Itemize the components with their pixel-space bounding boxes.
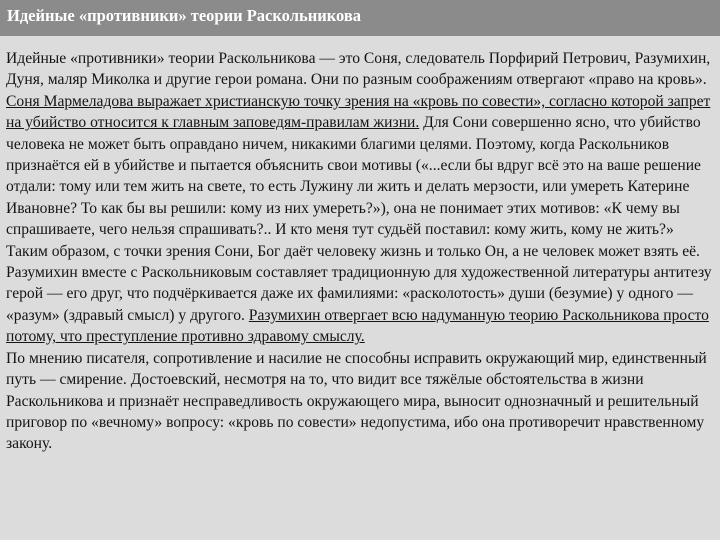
text-segment: Разумихин вместе с Раскольниковым составляет традиционную для художественной литературы антитезу герой — его друг, что подчёркивается даже их фамилиями: «расколотость» души (безумие) у одного — «разум» (здравый смысл) у другого. bbox=[6, 264, 712, 324]
paragraph-3 bbox=[6, 348, 718, 455]
text-segment: По мнению писателя, сопротивление и насилие не способны исправить окружающий мир, единственный путь — смирение. Достоевский, несмотря на то, что видит все тяжёлые обстоятельства в жизни Раскольникова и признаёт несправедливость окружающего мира, выносит однозначный и решительный приговор по «вечному» вопросу: «кровь по совести» недопустима, ибо она противоречит нравственному закону. bbox=[6, 349, 707, 453]
paragraph-1 bbox=[6, 48, 718, 262]
text-segment: Для Сони совершенно ясно, что убийство человека не может быть оправдано ничем, никакими благими целями. Поэтому, когда Раскольников признаётся ей в убийстве и пытается объяснить свои мотивы («...если бы вдруг всё это на ваше решение отдали: тому или тем жить на свете, то есть Лужину ли жить и делать мерзости, или умереть Катерине Ивановне? То как бы вы решили: кому из них умереть?»), она не понимает этих мотивов: «К чему вы спрашиваете, чего нельзя спрашивать?.. И кто меня тут судьёй поставил: кому жить, кому не жить?» Таким образом, с точки зрения Сони, Бог даёт человеку жизнь и только Он, а не человек может взять её. bbox=[6, 114, 701, 260]
title-bar bbox=[0, 0, 720, 36]
underlined-text: Разумихин отвергает всю надуманную теорию Раскольникова просто потому, что преступление противно здравому смыслу. bbox=[6, 306, 709, 346]
slide-title: Идейные «противники» теории Раскольникова bbox=[7, 6, 361, 25]
underlined-text: Соня Мармеладова выражает христианскую точку зрения на «кровь по совести», согласно которой запрет на убийство относится к главным заповедям-правилам жизни. bbox=[6, 92, 711, 132]
paragraph-2 bbox=[6, 262, 718, 348]
text-segment: Идейные «противники» теории Раскольникова — это Соня, следователь Порфирий Петрович, Разумихин, Дуня, маляр Миколка и другие герои романа. Они по разным соображениям отвергают «право на кровь». bbox=[6, 50, 711, 89]
slide-body bbox=[6, 48, 718, 455]
